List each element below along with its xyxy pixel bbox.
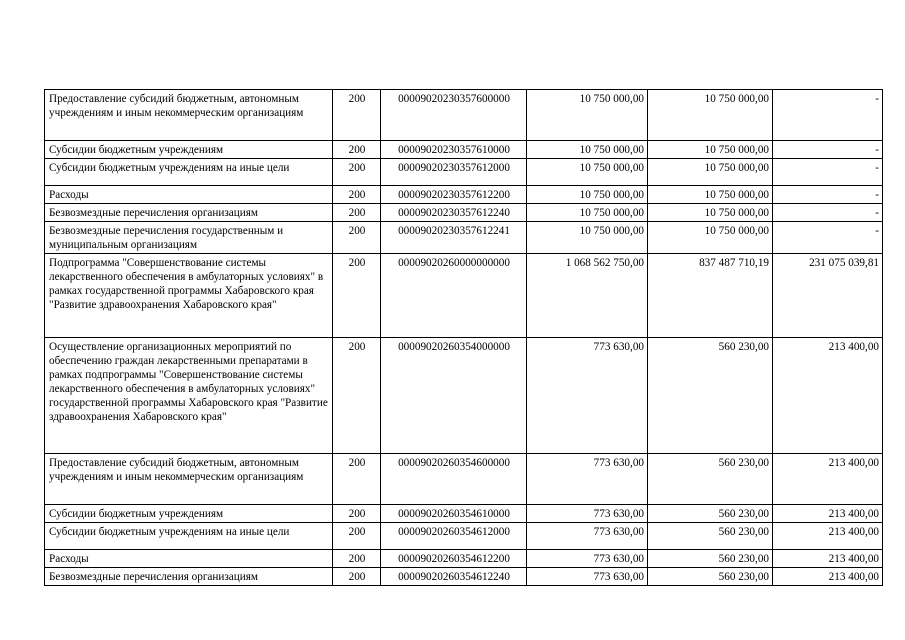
cell-approved-amount: 773 630,00 <box>527 523 648 550</box>
cell-executed-amount: 10 750 000,00 <box>648 204 773 222</box>
table-row <box>45 550 883 568</box>
cell-executed-amount: 560 230,00 <box>648 505 773 523</box>
cell-executed-amount: 10 750 000,00 <box>648 186 773 204</box>
cell-approved-amount: 773 630,00 <box>527 505 648 523</box>
table-row <box>45 159 883 186</box>
cell-unexecuted-amount: 213 400,00 <box>773 338 883 454</box>
table-row <box>45 90 883 141</box>
cell-executed-amount: 560 230,00 <box>648 550 773 568</box>
cell-admin-code: 200 <box>333 505 381 523</box>
cell-admin-code: 200 <box>333 159 381 186</box>
cell-classification-code: 00009020230357610000 <box>381 141 527 159</box>
cell-approved-amount: 10 750 000,00 <box>527 90 648 141</box>
table-row <box>45 186 883 204</box>
table-row <box>45 254 883 338</box>
cell-classification-code: 00009020260354612240 <box>381 568 527 586</box>
cell-unexecuted-amount: 213 400,00 <box>773 568 883 586</box>
cell-name: Расходы <box>45 186 333 204</box>
cell-unexecuted-amount: 213 400,00 <box>773 550 883 568</box>
cell-admin-code: 200 <box>333 523 381 550</box>
cell-admin-code: 200 <box>333 254 381 338</box>
cell-admin-code: 200 <box>333 550 381 568</box>
cell-executed-amount: 10 750 000,00 <box>648 90 773 141</box>
cell-admin-code: 200 <box>333 90 381 141</box>
cell-executed-amount: 10 750 000,00 <box>648 222 773 254</box>
cell-name: Субсидии бюджетным учреждениям <box>45 505 333 523</box>
cell-name: Безвозмездные перечисления государственным и муниципальным организациям <box>45 222 333 254</box>
cell-unexecuted-amount: 213 400,00 <box>773 454 883 505</box>
cell-approved-amount: 10 750 000,00 <box>527 222 648 254</box>
cell-classification-code: 00009020230357612200 <box>381 186 527 204</box>
cell-classification-code: 00009020260000000000 <box>381 254 527 338</box>
cell-executed-amount: 560 230,00 <box>648 338 773 454</box>
table-row <box>45 568 883 586</box>
cell-unexecuted-amount: - <box>773 186 883 204</box>
cell-admin-code: 200 <box>333 568 381 586</box>
cell-executed-amount: 837 487 710,19 <box>648 254 773 338</box>
cell-classification-code: 00009020260354612200 <box>381 550 527 568</box>
cell-executed-amount: 10 750 000,00 <box>648 159 773 186</box>
cell-executed-amount: 560 230,00 <box>648 523 773 550</box>
cell-admin-code: 200 <box>333 222 381 254</box>
cell-name: Субсидии бюджетным учреждениям <box>45 141 333 159</box>
cell-unexecuted-amount: 231 075 039,81 <box>773 254 883 338</box>
cell-approved-amount: 10 750 000,00 <box>527 186 648 204</box>
cell-name: Подпрограмма "Совершенствование системы лекарственного обеспечения в амбулаторных условиях" в рамках государственной программы Хабаровского края "Развитие здравоохранения Хабаровского края" <box>45 254 333 338</box>
cell-classification-code: 00009020230357612000 <box>381 159 527 186</box>
cell-approved-amount: 1 068 562 750,00 <box>527 254 648 338</box>
cell-approved-amount: 10 750 000,00 <box>527 204 648 222</box>
table-row <box>45 523 883 550</box>
cell-executed-amount: 560 230,00 <box>648 454 773 505</box>
cell-classification-code: 00009020230357612241 <box>381 222 527 254</box>
cell-admin-code: 200 <box>333 186 381 204</box>
cell-unexecuted-amount: - <box>773 222 883 254</box>
cell-classification-code: 00009020230357600000 <box>381 90 527 141</box>
cell-name: Безвозмездные перечисления организациям <box>45 568 333 586</box>
cell-admin-code: 200 <box>333 141 381 159</box>
cell-admin-code: 200 <box>333 338 381 454</box>
cell-classification-code: 00009020260354600000 <box>381 454 527 505</box>
cell-classification-code: 00009020260354000000 <box>381 338 527 454</box>
budget-execution-table <box>44 89 883 586</box>
cell-name: Предоставление субсидий бюджетным, автономным учреждениям и иным некоммерческим организациям <box>45 90 333 141</box>
cell-executed-amount: 10 750 000,00 <box>648 141 773 159</box>
cell-name: Субсидии бюджетным учреждениям на иные цели <box>45 523 333 550</box>
cell-name: Безвозмездные перечисления организациям <box>45 204 333 222</box>
table-row <box>45 222 883 254</box>
cell-unexecuted-amount: - <box>773 90 883 141</box>
cell-admin-code: 200 <box>333 204 381 222</box>
cell-unexecuted-amount: 213 400,00 <box>773 505 883 523</box>
cell-approved-amount: 10 750 000,00 <box>527 159 648 186</box>
cell-unexecuted-amount: 213 400,00 <box>773 523 883 550</box>
table-row <box>45 505 883 523</box>
cell-unexecuted-amount: - <box>773 159 883 186</box>
cell-classification-code: 00009020260354610000 <box>381 505 527 523</box>
cell-approved-amount: 773 630,00 <box>527 550 648 568</box>
cell-unexecuted-amount: - <box>773 204 883 222</box>
cell-classification-code: 00009020260354612000 <box>381 523 527 550</box>
cell-approved-amount: 773 630,00 <box>527 568 648 586</box>
cell-unexecuted-amount: - <box>773 141 883 159</box>
cell-name: Предоставление субсидий бюджетным, автономным учреждениям и иным некоммерческим организациям <box>45 454 333 505</box>
cell-approved-amount: 10 750 000,00 <box>527 141 648 159</box>
cell-approved-amount: 773 630,00 <box>527 338 648 454</box>
table-row <box>45 454 883 505</box>
cell-executed-amount: 560 230,00 <box>648 568 773 586</box>
cell-approved-amount: 773 630,00 <box>527 454 648 505</box>
table-row <box>45 141 883 159</box>
cell-name: Расходы <box>45 550 333 568</box>
cell-admin-code: 200 <box>333 454 381 505</box>
table-row <box>45 204 883 222</box>
cell-name: Осуществление организационных мероприятий по обеспечению граждан лекарственными препаратами в рамках подпрограммы "Совершенствование системы лекарственного обеспечения в амбулаторных условиях" государственной программы Хабаровского края "Развитие здравоохранения Хабаровского края" <box>45 338 333 454</box>
table-row <box>45 338 883 454</box>
cell-name: Субсидии бюджетным учреждениям на иные цели <box>45 159 333 186</box>
cell-classification-code: 00009020230357612240 <box>381 204 527 222</box>
